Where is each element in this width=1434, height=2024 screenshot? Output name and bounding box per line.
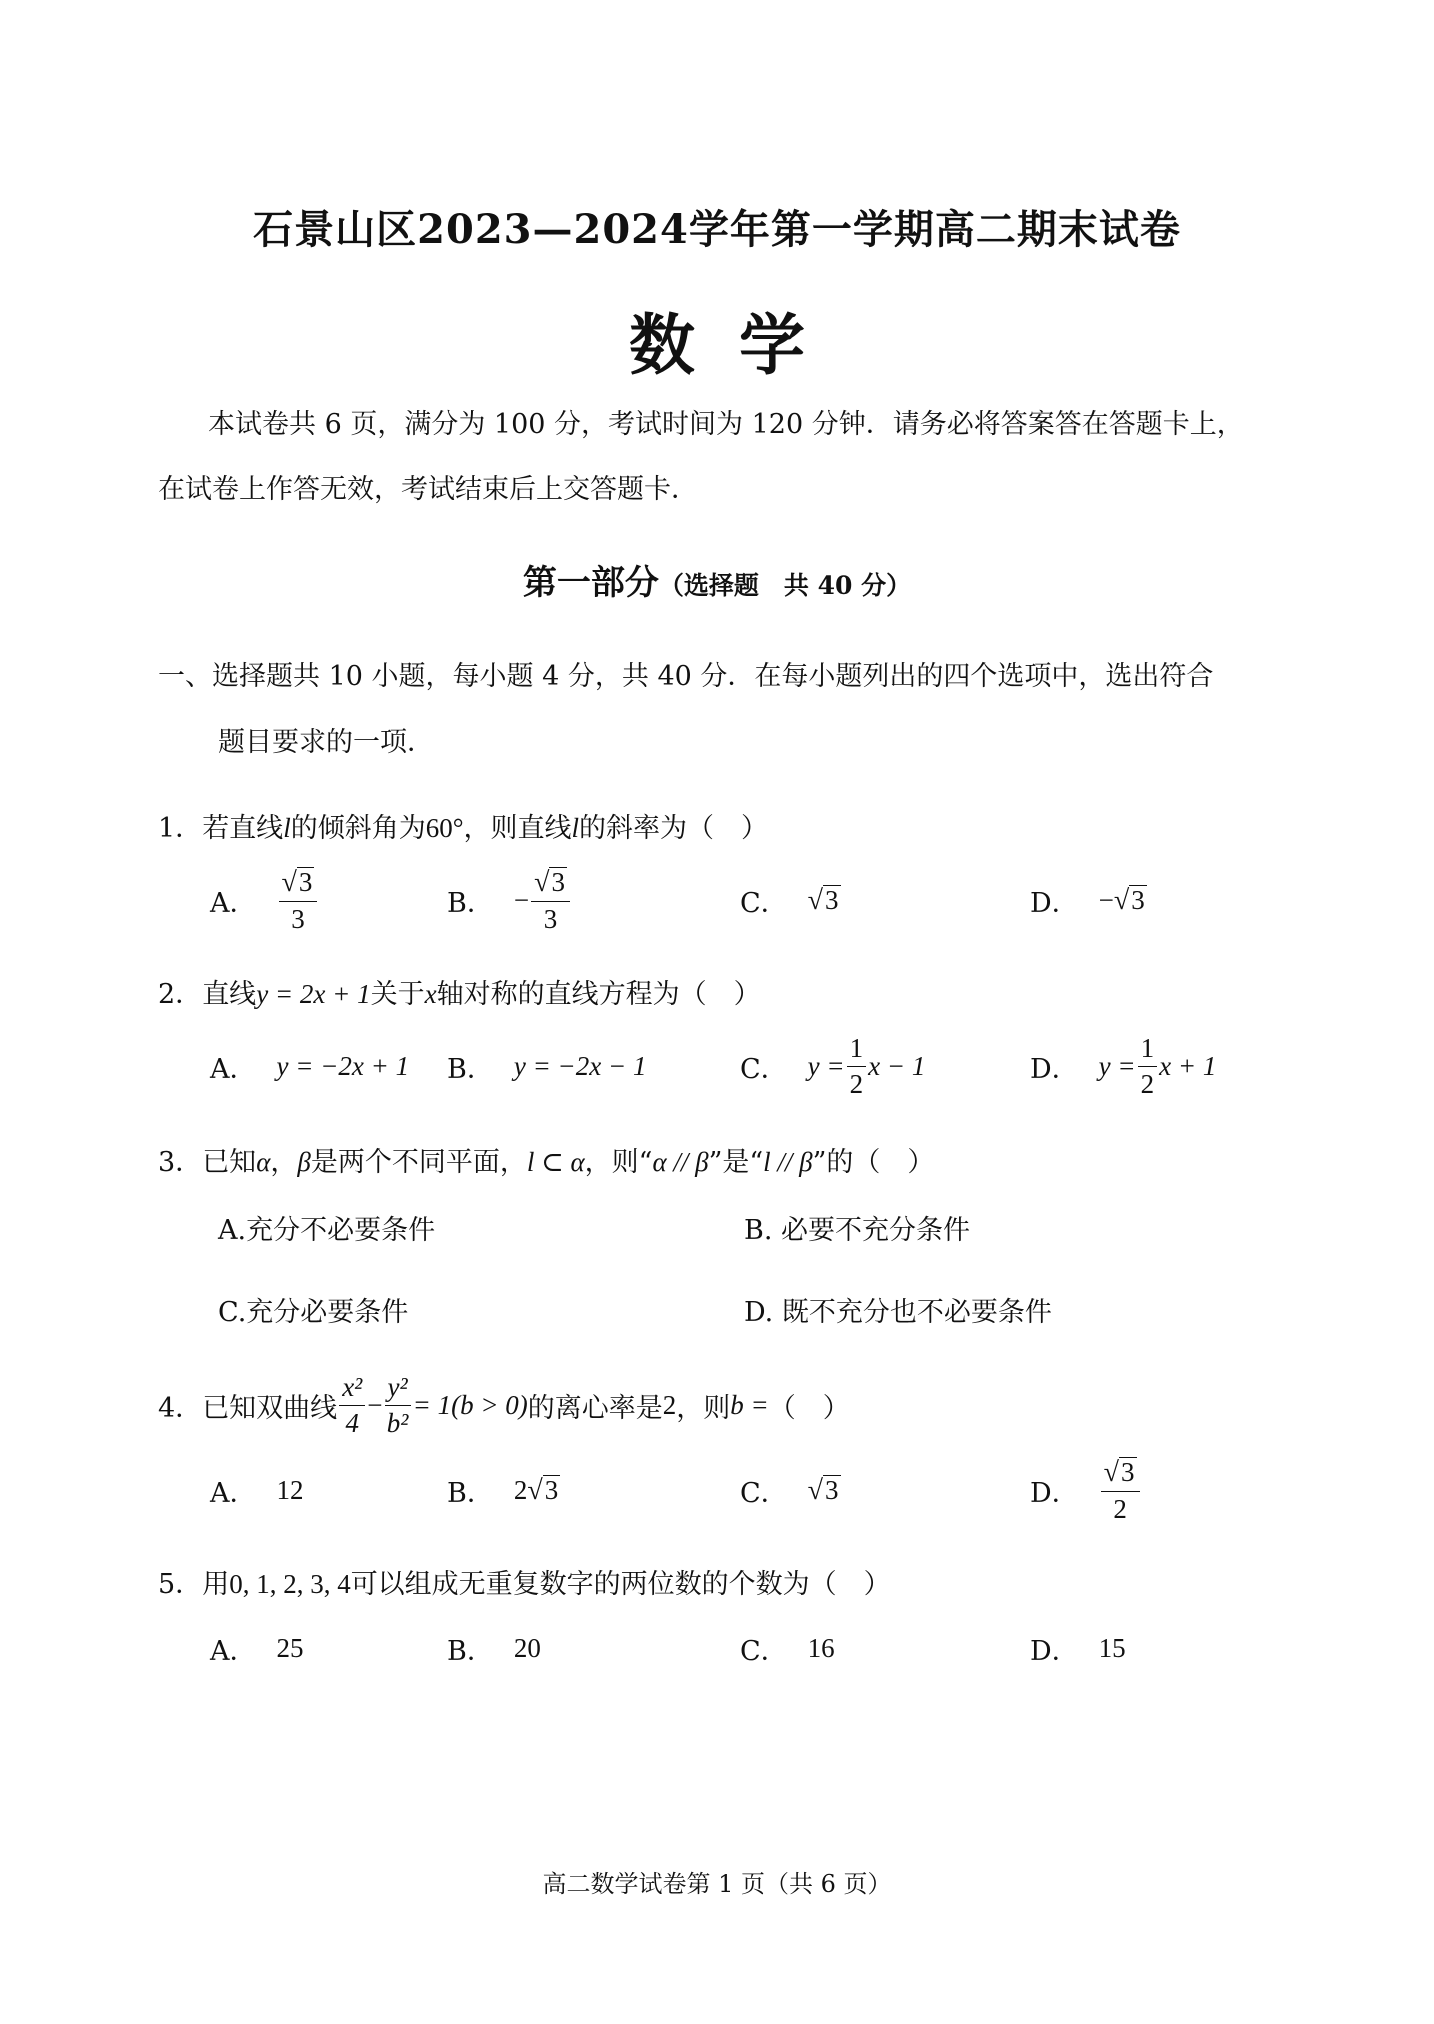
- option-label: B．: [447, 1053, 494, 1085]
- q5-option-c: [740, 1628, 835, 1668]
- fraction: √ 3 2: [1101, 1457, 1140, 1522]
- option-label: C．: [740, 1053, 788, 1085]
- q3-option-a: A.充分不必要条件: [218, 1215, 436, 1246]
- text: ，则“: [584, 1147, 653, 1178]
- coefficient: 2: [513, 1474, 528, 1505]
- radicand: 3: [1121, 1457, 1135, 1488]
- angle-value: 60°: [425, 813, 464, 843]
- question-2-stem: [158, 972, 761, 1011]
- q2-option-a: [210, 1046, 409, 1086]
- option-label: A．: [210, 1635, 257, 1667]
- text: ，则: [676, 1392, 731, 1424]
- q4-option-c: [740, 1468, 841, 1512]
- q4-option-b: [447, 1468, 560, 1512]
- variable: x: [424, 979, 437, 1009]
- option-value: 16: [807, 1632, 835, 1663]
- intro-line-2: 在试卷上作答无效，考试结束后上交答题卡．: [158, 474, 698, 505]
- variable: β: [297, 1147, 311, 1177]
- denominator: 2: [1113, 1493, 1127, 1524]
- text: 若直线: [202, 813, 284, 844]
- part-subtitle: （选择题 共 40 分）: [658, 571, 912, 600]
- option-label: D．: [1030, 887, 1079, 919]
- option-label: A．: [210, 887, 257, 919]
- variable: l: [283, 813, 291, 843]
- question-number: 4．: [158, 1392, 203, 1424]
- q3-option-c: C.充分必要条件: [218, 1297, 409, 1328]
- radicand: 3: [544, 1475, 559, 1506]
- question-number: 2．: [158, 979, 203, 1010]
- fraction: √ 3 3: [531, 867, 570, 932]
- square-root: √ 3: [527, 1474, 559, 1506]
- option-label: D．: [1030, 1053, 1079, 1085]
- text: 已知: [202, 1147, 257, 1178]
- fraction: [339, 1371, 365, 1438]
- text: 的斜率为（ ）: [579, 813, 769, 844]
- fraction: [385, 1371, 411, 1438]
- numerator: x²: [339, 1374, 365, 1406]
- numerator: 1: [1138, 1035, 1158, 1067]
- value: 2: [662, 1389, 677, 1420]
- q2-option-c: [740, 1028, 925, 1104]
- equation-part: y =: [807, 1050, 845, 1081]
- part-heading: [0, 555, 1434, 604]
- denominator: 3: [291, 903, 305, 934]
- text: ，: [270, 1147, 298, 1178]
- section-instruction-1: 一、选择题共 10 小题，每小题 4 分，共 40 分．在每小题列出的四个选项中，选出符合: [158, 661, 1214, 692]
- option-label: B．: [447, 887, 494, 919]
- text: 用: [202, 1569, 230, 1600]
- option-label: D．: [1030, 1477, 1079, 1509]
- condition: l ⊂ α: [526, 1147, 585, 1177]
- minus-sign: −: [367, 1389, 383, 1420]
- q5-option-a: [210, 1628, 304, 1668]
- equation-part: x − 1: [868, 1050, 926, 1081]
- question-number: 3．: [158, 1147, 203, 1178]
- text: 可以组成无重复数字的两位数的个数为（ ）: [350, 1569, 891, 1600]
- question-number: 1．: [158, 813, 203, 844]
- question-4-stem: [158, 1362, 850, 1448]
- text: 是两个不同平面，: [310, 1147, 527, 1178]
- subject-title: 数学: [629, 306, 849, 384]
- exam-title: 石景山区2023—2024学年第一学期高二期末试卷: [253, 206, 1181, 253]
- option-label: C．: [740, 1477, 788, 1509]
- equation-part: y =: [1098, 1050, 1136, 1081]
- text: 直线: [202, 979, 257, 1010]
- denominator: 3: [543, 903, 558, 934]
- fraction: [847, 1032, 867, 1099]
- intro-line-1: 本试卷共 6 页，满分为 100 分，考试时间为 120 分钟．请务必将答案答在答题卡上，: [208, 409, 1244, 440]
- fraction: √ 3 3: [279, 867, 318, 932]
- variable: α: [256, 1147, 271, 1177]
- text: （ ）: [768, 1392, 850, 1424]
- q2-option-d: [1030, 1028, 1216, 1104]
- option-label: C．: [740, 1635, 788, 1667]
- q1-option-a: [210, 860, 319, 940]
- section-instruction-2: 题目要求的一项．: [218, 727, 434, 758]
- text: 关于: [370, 979, 425, 1010]
- option-value: 25: [276, 1632, 304, 1663]
- option-label: A．: [210, 1477, 257, 1509]
- q3-option-d: D. 既不充分也不必要条件: [744, 1297, 1052, 1328]
- square-root: √ 3: [807, 884, 839, 916]
- option-label: D．: [1030, 1635, 1079, 1667]
- text: ”的（ ）: [812, 1147, 935, 1178]
- q5-option-b: [447, 1628, 541, 1668]
- denominator: 2: [1140, 1068, 1155, 1099]
- option-label: A．: [210, 1053, 257, 1085]
- q1-option-b: [447, 860, 572, 940]
- text: 的离心率是: [527, 1392, 663, 1424]
- q5-option-d: [1030, 1628, 1126, 1668]
- question-1-stem: [158, 806, 768, 845]
- option-value: 20: [513, 1632, 541, 1663]
- denominator: 4: [345, 1407, 359, 1438]
- page-footer: 高二数学试卷第 1 页（共 6 页）: [542, 1870, 892, 1898]
- text: 轴对称的直线方程为（ ）: [436, 979, 761, 1010]
- numerator: 1: [847, 1035, 867, 1067]
- square-root: √ 3: [807, 1474, 839, 1506]
- option-value: 12: [276, 1474, 304, 1505]
- denominator: b²: [386, 1407, 409, 1438]
- radicand: 3: [298, 867, 313, 898]
- text: ”是“: [708, 1147, 764, 1178]
- radicand: 3: [825, 885, 839, 916]
- q1-option-c: [740, 880, 841, 920]
- option-label: B．: [447, 1477, 494, 1509]
- equation-part: x + 1: [1159, 1050, 1217, 1081]
- q1-option-d: [1030, 880, 1147, 920]
- q3-option-b: B. 必要不充分条件: [744, 1215, 971, 1246]
- question-5-stem: [158, 1562, 891, 1601]
- option-label: C．: [740, 887, 788, 919]
- radicand: 3: [825, 1475, 839, 1506]
- numerator: y²: [385, 1374, 411, 1406]
- equation: y = −2x − 1: [513, 1050, 647, 1081]
- question-number: 5．: [158, 1569, 203, 1600]
- part-title: 第一部分: [522, 563, 659, 603]
- square-root: √ 3: [1113, 884, 1145, 916]
- radicand: 3: [1131, 885, 1145, 916]
- option-label: B．: [447, 1635, 494, 1667]
- option-value: 15: [1098, 1632, 1126, 1663]
- radicand: 3: [551, 867, 565, 898]
- minus-sign: −: [1098, 884, 1114, 915]
- text: 的倾斜角为: [290, 813, 426, 844]
- denominator: 2: [849, 1068, 864, 1099]
- question-3-stem: [158, 1140, 934, 1179]
- variable: l: [571, 813, 580, 843]
- statement: α // β: [652, 1147, 709, 1177]
- q4-option-d: [1030, 1450, 1142, 1530]
- text: ，则直线: [463, 813, 572, 844]
- minus-sign: −: [513, 884, 530, 915]
- fraction: [1138, 1032, 1158, 1099]
- equation: y = −2x + 1: [276, 1050, 410, 1081]
- equation: y = 2x + 1: [256, 979, 371, 1009]
- equation-part: = 1(b > 0): [412, 1389, 528, 1420]
- q4-option-a: [210, 1468, 304, 1512]
- variable: b =: [730, 1389, 769, 1420]
- text: 已知双曲线: [202, 1392, 338, 1424]
- digit-set: 0, 1, 2, 3, 4: [229, 1569, 351, 1599]
- q2-option-b: [447, 1046, 646, 1086]
- statement: l // β: [763, 1147, 813, 1177]
